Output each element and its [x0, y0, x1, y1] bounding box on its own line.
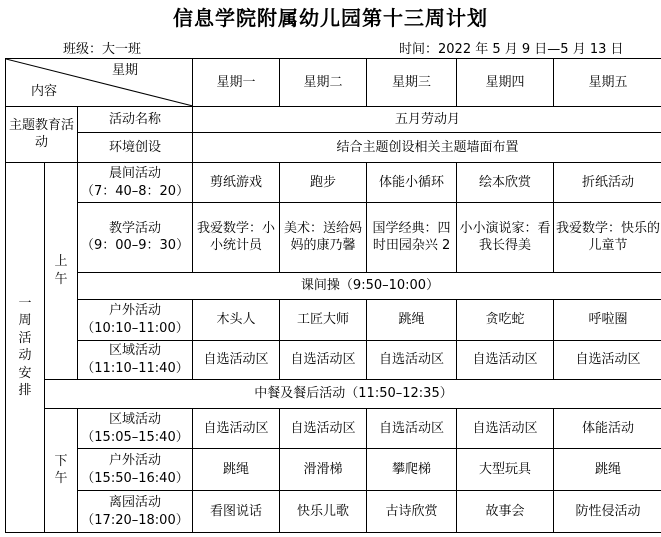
env-value: 结合主题创设相关主题墙面布置: [193, 133, 661, 162]
table-row: [6, 300, 661, 341]
table-cell: 体能小循环: [367, 162, 457, 203]
table-cell: 工匠大师: [280, 300, 367, 341]
day-header: 星期二: [280, 59, 367, 107]
table-cell: 自选活动区: [457, 408, 554, 449]
row-label: [78, 408, 193, 449]
diagonal-header-cell: [6, 59, 193, 107]
weekly-plan-table: [5, 58, 661, 533]
table-cell: 我爱数学：快乐的儿童节: [554, 203, 661, 272]
row-time: （11:10–11:40）: [81, 361, 189, 376]
diag-bottom-label: 内容: [31, 84, 58, 100]
row-time: （15:50–16:40）: [81, 470, 189, 486]
row-name: 教学活动: [109, 220, 162, 236]
row-name: 户外活动: [109, 303, 162, 319]
row-label: [78, 300, 193, 341]
table-row: [6, 203, 661, 272]
table-row: [6, 340, 661, 380]
table-cell: 折纸活动: [554, 162, 661, 203]
table-cell: 木头人: [193, 300, 280, 341]
table-cell: 攀爬梯: [367, 449, 457, 491]
row-name: 晨间活动: [109, 166, 162, 181]
row-name: 户外活动: [109, 453, 162, 469]
day-header: 星期五: [554, 59, 661, 107]
weekly-label-text: 一周活动安排: [18, 295, 32, 399]
row-label: [78, 491, 193, 533]
table-cell: 自选活动区: [280, 408, 367, 449]
table-cell: 自选活动区: [193, 340, 280, 380]
morning-label-text: 上午: [54, 254, 68, 288]
day-header: 星期四: [457, 59, 554, 107]
row-time: （10:10–11:00）: [81, 320, 189, 336]
row-name: 区域活动: [109, 343, 162, 359]
table-row: [6, 408, 661, 449]
table-cell: 我爱数学：小小统计员: [193, 203, 280, 272]
table-cell: 看图说话: [193, 491, 280, 533]
activity-name-label: 活动名称: [78, 106, 193, 132]
date-label: 时间：2022 年 5 月 9 日—5 月 13 日: [399, 42, 624, 57]
day-header: 星期一: [193, 59, 280, 107]
table-cell: 自选活动区: [554, 340, 661, 380]
table-row: [6, 449, 661, 491]
table-cell: 自选活动区: [193, 408, 280, 449]
table-cell: 自选活动区: [367, 408, 457, 449]
afternoon-label: [45, 408, 78, 532]
table-row: [6, 162, 661, 203]
table-cell: 跳绳: [367, 300, 457, 341]
env-row: [6, 133, 661, 162]
table-cell: 国学经典：四时田园杂兴 2: [367, 203, 457, 272]
table-cell: 小小演说家：看我长得美: [457, 203, 554, 272]
row-label: [78, 340, 193, 380]
class-label: 班级：大一班: [63, 42, 142, 57]
table-cell: 呼啦圈: [554, 300, 661, 341]
table-cell: 大型玩具: [457, 449, 554, 491]
table-row: [6, 491, 661, 533]
table-cell: 剪纸游戏: [193, 162, 280, 203]
row-time: （15:05–15:40）: [81, 429, 189, 445]
activity-name-value: 五月劳动月: [193, 106, 661, 132]
table-cell: 体能活动: [554, 408, 661, 449]
table-cell: 自选活动区: [457, 340, 554, 380]
table-cell: 快乐儿歌: [280, 491, 367, 533]
row-name: 区域活动: [109, 412, 162, 428]
table-cell: 故事会: [457, 491, 554, 533]
diag-top-label: 星期: [112, 63, 139, 78]
lunch-row: 中餐及餐后活动（11:50–12:35）: [45, 380, 661, 408]
day-header: 星期三: [367, 59, 457, 107]
row-label: [78, 203, 193, 272]
env-label: 环境创设: [78, 133, 193, 162]
table-cell: 古诗欣赏: [367, 491, 457, 533]
row-time: （7：40–8：20）: [80, 183, 190, 199]
table-cell: 自选活动区: [367, 340, 457, 380]
theme-row: [6, 106, 661, 132]
page-title: 信息学院附属幼儿园第十三周计划: [173, 6, 488, 30]
row-label: [78, 162, 193, 203]
row-name: 离园活动: [109, 495, 162, 511]
weekly-label: [6, 162, 45, 532]
table-row: [6, 272, 661, 299]
afternoon-label-text: 下午: [54, 453, 68, 487]
table-cell: 跑步: [280, 162, 367, 203]
table-cell: 滑滑梯: [280, 449, 367, 491]
table-cell: 绘本欣赏: [457, 162, 554, 203]
table-cell: 贪吃蛇: [457, 300, 554, 341]
table-cell: 防性侵活动: [554, 491, 661, 533]
break-exercise-row: 课间操（9:50–10:00）: [78, 272, 661, 299]
header-row: [6, 59, 661, 107]
table-cell: 自选活动区: [280, 340, 367, 380]
theme-label: 主题教育活动: [6, 106, 78, 162]
morning-label: [45, 162, 78, 380]
table-cell: 美术：送给妈妈的康乃馨: [280, 203, 367, 272]
row-label: [78, 449, 193, 491]
row-time: （17:20–18:00）: [81, 512, 189, 528]
table-cell: 跳绳: [554, 449, 661, 491]
table-row: [6, 380, 661, 408]
row-time: （9：00–9：30）: [80, 238, 190, 254]
table-cell: 跳绳: [193, 449, 280, 491]
